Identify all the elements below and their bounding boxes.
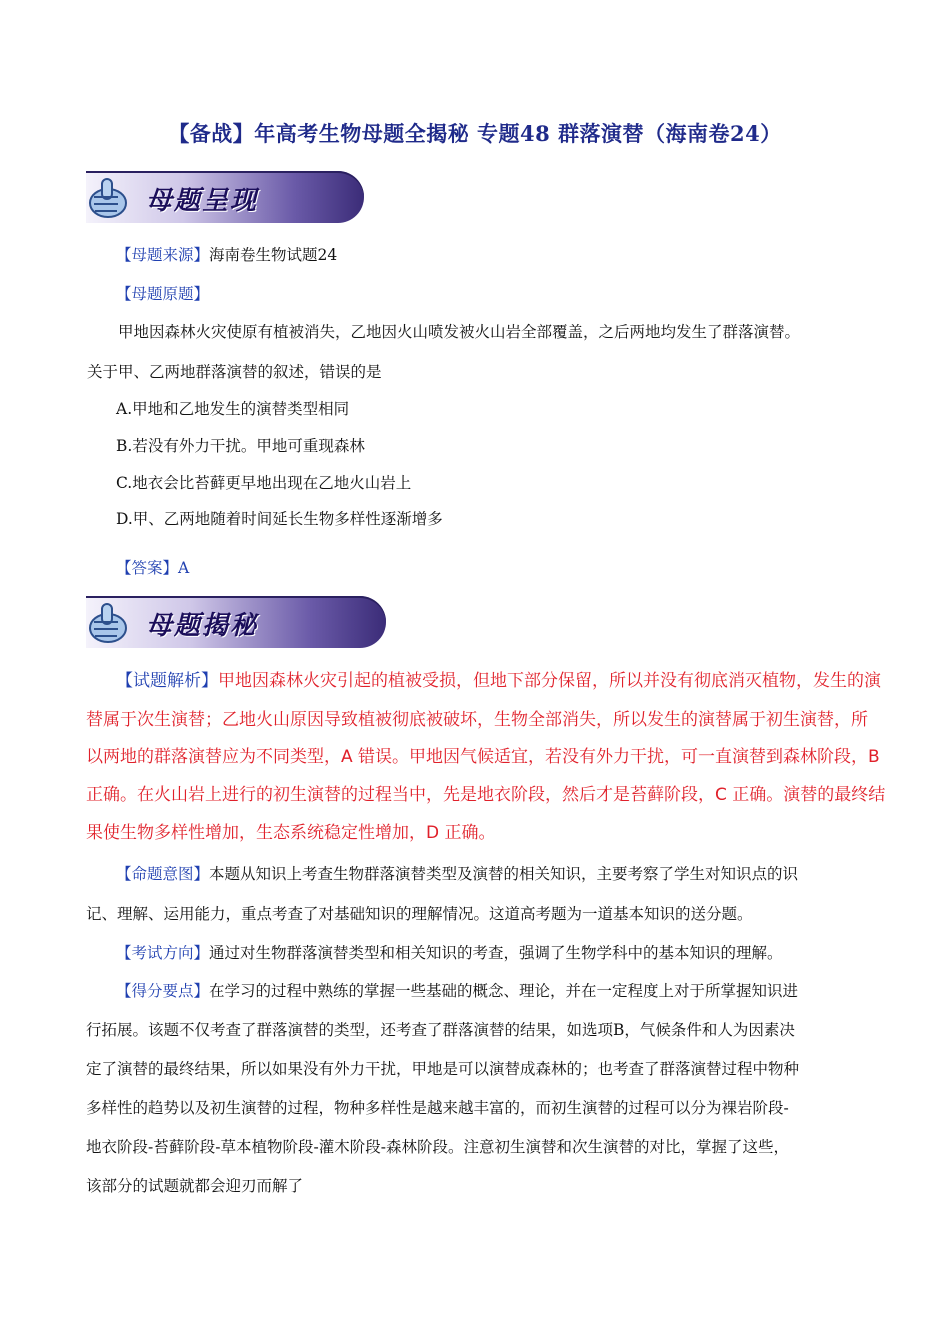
keypoints-line-3: 定了演替的最终结果，所以如果没有外力干扰，甲地是可以演替成森林的；也考查了群落演替过程中物种 bbox=[86, 1060, 800, 1078]
keypoints-line-4: 多样性的趋势以及初生演替的过程，物种多样性是越来越丰富的，而初生演替的过程可以分为裸岩阶段- bbox=[86, 1099, 789, 1117]
intent-tag: 【命题意图】 bbox=[116, 865, 210, 883]
option-c: C.地衣会比苔藓更早地出现在乙地火山岩上 bbox=[116, 474, 412, 492]
banner-label: 母题呈现 bbox=[146, 186, 259, 216]
intent-line-2: 记、理解、运用能力，重点考查了对基础知识的理解情况。这道高考题为一道基本知识的送分题。 bbox=[86, 905, 753, 923]
intent-text-1: 本题从知识上考查生物群落演替类型及演替的相关知识，主要考察了学生对知识点的识 bbox=[209, 865, 799, 883]
answer-value: A bbox=[178, 559, 190, 577]
thumbs-up-icon bbox=[86, 173, 134, 221]
thumbs-up-icon bbox=[86, 598, 134, 646]
keypoints-line-6: 该部分的试题就都会迎刃而解了 bbox=[86, 1177, 304, 1195]
intent-line-1 bbox=[116, 862, 798, 884]
option-d: D.甲、乙两地随着时间延长生物多样性逐渐增多 bbox=[116, 510, 443, 528]
source-line bbox=[116, 244, 337, 266]
direction-text: 通过对生物群落演替类型和相关知识的考查，强调了生物学科中的基本知识的理解。 bbox=[209, 944, 783, 962]
document-title: 【备战】年高考生物母题全揭秘 专题48 群落演替（海南卷24） bbox=[168, 121, 782, 146]
section-banner-analysis bbox=[86, 596, 386, 648]
analysis-line-4: 正确。在火山岩上进行的初生演替的过程当中，先是地衣阶段，然后才是苔藓阶段，C 正确。演替的最终结 bbox=[86, 785, 886, 805]
option-b: B.若没有外力干扰。甲地可重现森林 bbox=[116, 437, 365, 455]
question-line-1: 甲地因森林火灾使原有植被消失，乙地因火山喷发被火山岩全部覆盖，之后两地均发生了群落演替。 bbox=[118, 323, 801, 341]
analysis-line-3: 以两地的群落演替应为不同类型，A 错误。甲地因气候适宜，若没有外力干扰，可一直演替到森林阶段，B bbox=[86, 747, 880, 767]
keypoints-tag: 【得分要点】 bbox=[116, 982, 210, 1000]
analysis-line-2: 替属于次生演替；乙地火山原因导致植被彻底被破坏，生物全部消失，所以发生的演替属于初生演替，所 bbox=[86, 710, 868, 730]
original-tag: 【母题原题】 bbox=[116, 285, 210, 303]
analysis-line-5: 果使生物多样性增加，生态系统稳定性增加，D 正确。 bbox=[86, 823, 496, 843]
source-text: 海南卷生物试题24 bbox=[209, 246, 338, 264]
direction-tag: 【考试方向】 bbox=[116, 944, 210, 962]
keypoints-line-1 bbox=[116, 979, 798, 1001]
analysis-line-1 bbox=[116, 666, 881, 691]
keypoints-line-5: 地衣阶段-苔藓阶段-草本植物阶段-灌木阶段-森林阶段。注意初生演替和次生演替的对比，掌握了这些， bbox=[86, 1138, 789, 1156]
analysis-text-1: 甲地因森林火灾引起的植被受损，但地下部分保留，所以并没有彻底消灭植物，发生的演 bbox=[218, 671, 881, 691]
keypoints-text-1: 在学习的过程中熟练的掌握一些基础的概念、理论，并在一定程度上对于所掌握知识进 bbox=[209, 982, 799, 1000]
answer-line bbox=[116, 557, 189, 579]
analysis-tag: 【试题解析】 bbox=[116, 671, 218, 691]
answer-tag: 【答案】 bbox=[116, 559, 179, 577]
direction-line bbox=[116, 941, 783, 963]
option-a: A.甲地和乙地发生的演替类型相同 bbox=[116, 400, 350, 418]
banner-label: 母题揭秘 bbox=[146, 611, 259, 641]
keypoints-line-2: 行拓展。该题不仅考查了群落演替的类型，还考查了群落演替的结果，如选项B，气候条件和人为因素决 bbox=[86, 1021, 795, 1039]
question-line-2: 关于甲、乙两地群落演替的叙述，错误的是 bbox=[87, 363, 382, 381]
source-tag: 【母题来源】 bbox=[116, 246, 210, 264]
section-banner-presentation bbox=[86, 171, 364, 223]
